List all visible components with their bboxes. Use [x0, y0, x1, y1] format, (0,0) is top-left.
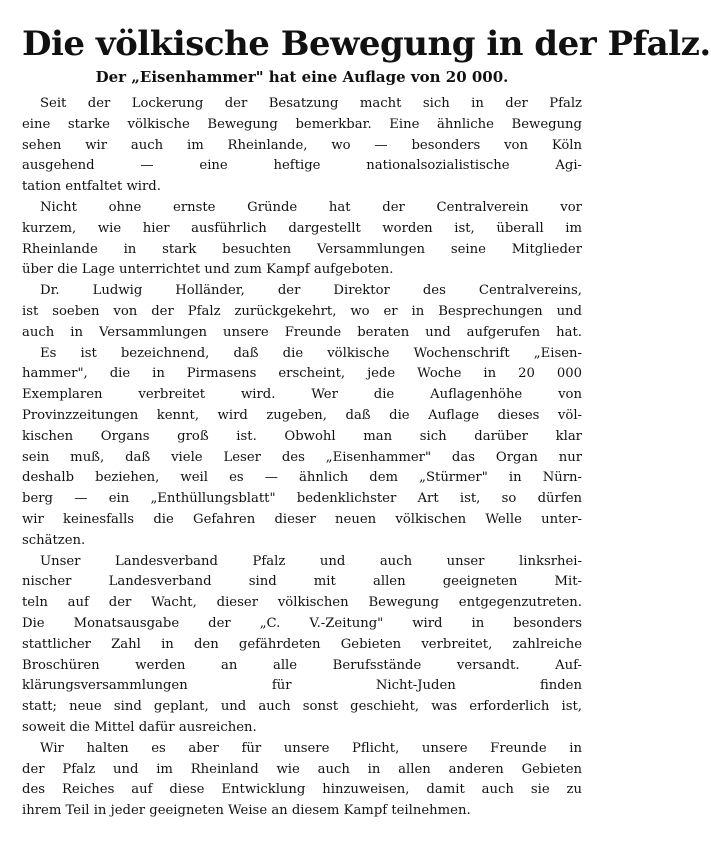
text-line: Rheinlande in stark besuchten Versammlungen seine Mitglieder	[22, 241, 582, 257]
text-line: ist soeben von der Pfalz zurückgekehrt, wo er in Besprechungen und	[22, 303, 582, 319]
text-line: stattlicher Zahl in den gefährdeten Gebieten verbreitet, zahlreiche	[22, 636, 582, 652]
text-line: Unser Landesverband Pfalz und auch unser linksrhei-	[40, 553, 582, 569]
text-line: auch in Versammlungen unsere Freunde beraten und aufgerufen hat.	[22, 324, 582, 340]
text-line: soweit die Mittel dafür ausreichen.	[22, 719, 257, 735]
text-line: eine starke völkische Bewegung bemerkbar. Eine ähnliche Bewegung	[22, 116, 582, 132]
text-line: statt; neue sind geplant, und auch sonst geschieht, was erforderlich ist,	[22, 699, 582, 715]
article-paragraph	[22, 552, 582, 739]
article-paragraph	[22, 198, 582, 281]
text-line: sehen wir auch im Rheinlande, wo — besonders von Köln	[22, 137, 582, 153]
text-line: Broschüren werden an alle Berufsstände versandt. Auf-	[22, 657, 582, 673]
article-headline: Die völkische Bewegung in der Pfalz.	[22, 24, 711, 64]
text-line: ihrem Teil in jeder geeigneten Weise an diesem Kampf teilnehmen.	[22, 803, 471, 819]
text-line: Die Monatsausgabe der „C. V.-Zeitung" wird in besonders	[22, 615, 582, 631]
text-line: Exemplaren verbreitet wird. Wer die Auflagenhöhe von	[22, 387, 582, 403]
text-line: Es ist bezeichnend, daß die völkische Wochenschrift „Eisen-	[40, 345, 582, 361]
text-line: Seit der Lockerung der Besatzung macht sich in der Pfalz	[40, 96, 582, 111]
text-line: klärungsversammlungen für Nicht-Juden finden	[22, 678, 582, 694]
text-line: tation entfaltet wird.	[22, 179, 161, 195]
text-line: berg — ein „Enthüllungsblatt" bedenklichster Art ist, so dürfen	[22, 491, 582, 507]
text-line: Nicht ohne ernste Gründe hat der Centralverein vor	[40, 199, 582, 215]
text-line: nischer Landesverband sind mit allen geeigneten Mit-	[22, 574, 582, 590]
text-line: des Reiches auf diese Entwicklung hinzuweisen, damit auch sie zu	[22, 782, 582, 798]
text-line: Wir halten es aber für unsere Pflicht, unsere Freunde in	[40, 740, 582, 756]
text-line: Dr. Ludwig Holländer, der Direktor des Centralvereins,	[40, 283, 582, 299]
text-line: Provinzzeitungen kennt, wird zugeben, daß die Auflage dieses völ-	[22, 407, 582, 423]
text-line: wir keinesfalls die Gefahren dieser neuen völkischen Welle unter-	[22, 511, 582, 527]
article-paragraph	[22, 94, 582, 198]
text-line: kurzem, wie hier ausführlich dargestellt worden ist, überall im	[22, 220, 582, 236]
article-subheadline: Der „Eisenhammer" hat eine Auflage von 20 000.	[95, 68, 509, 86]
article-paragraph	[22, 739, 582, 822]
text-line: hammer", die in Pirmasens erscheint, jede Woche in 20 000	[22, 366, 582, 382]
text-line: deshalb beziehen, weil es — ähnlich dem „Stürmer" in Nürn-	[22, 470, 582, 486]
article-paragraph	[22, 281, 582, 551]
text-line: ausgehend — eine heftige nationalsozialistische Agi-	[22, 158, 582, 174]
text-line: sein muß, daß viele Leser des „Eisenhammer" das Organ nur	[22, 449, 582, 465]
text-line: teln auf der Wacht, dieser völkischen Bewegung entgegenzutreten.	[22, 595, 582, 611]
text-line: über die Lage unterrichtet und zum Kampf aufgeboten.	[22, 262, 394, 278]
text-line: kischen Organs groß ist. Obwohl man sich darüber klar	[22, 428, 582, 444]
text-line: der Pfalz und im Rheinland wie auch in allen anderen Gebieten	[22, 761, 582, 777]
text-line: schätzen.	[22, 532, 86, 548]
